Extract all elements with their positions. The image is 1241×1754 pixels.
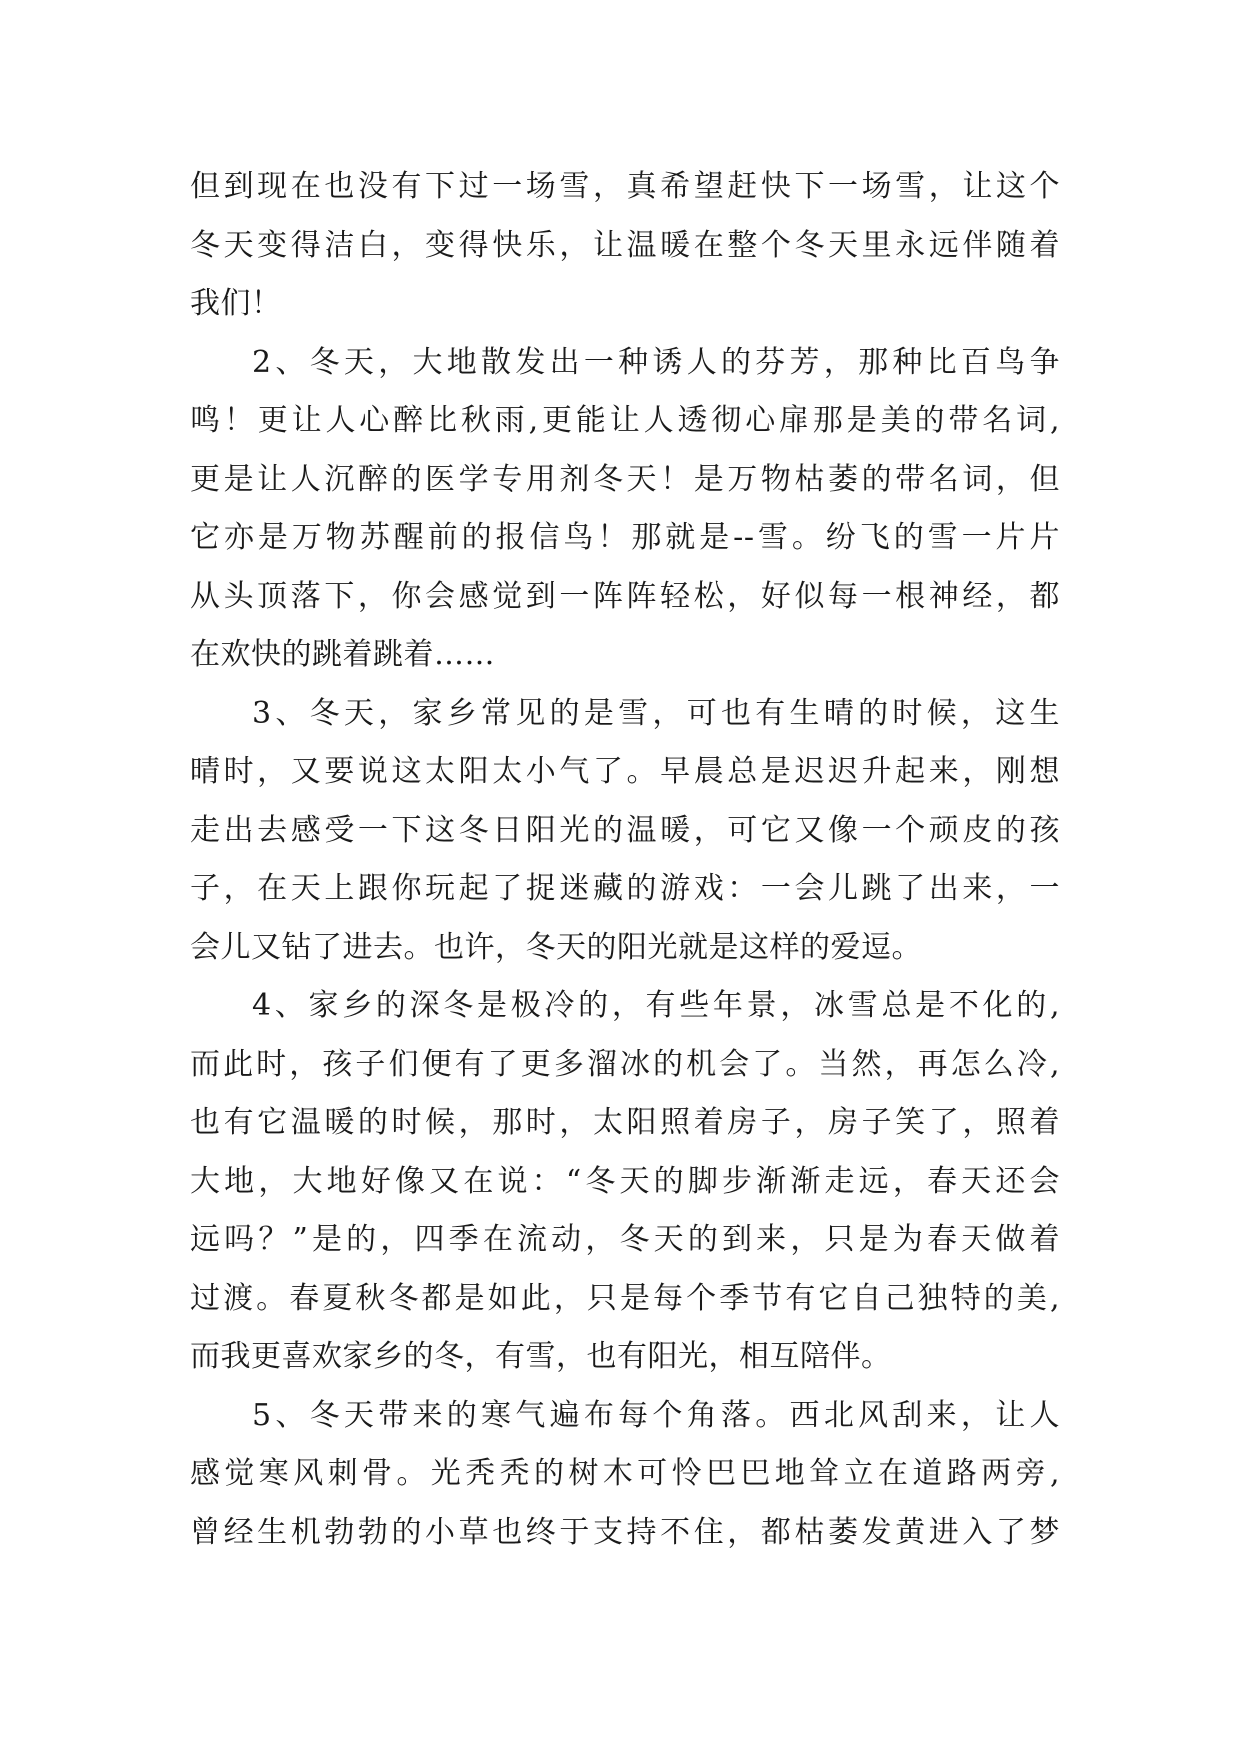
paragraph-3 (190, 685, 1060, 978)
text-line: 远吗？”是的，四季在流动，冬天的到来，只是为春天做着 (190, 1222, 1060, 1257)
text-line: 冬天变得洁白，变得快乐，让温暖在整个冬天里永远伴随着 (190, 227, 1060, 263)
text-line: 过渡。春夏秋冬都是如此，只是每个季节有它自己独特的美, (190, 1280, 1060, 1316)
text-line: 4、家乡的深冬是极冷的，有些年景，冰雪总是不化的, (252, 988, 1060, 1023)
text-line: 也有它温暖的时候，那时，太阳照着房子，房子笑了，照着 (190, 1105, 1060, 1140)
text-line: 大地，大地好像又在说：“冬天的脚步渐渐走远，春天还会 (190, 1163, 1060, 1199)
text-line: 走出去感受一下这冬日阳光的温暖，可它又像一个顽皮的孩 (190, 812, 1060, 848)
paragraph-continuation (190, 158, 1060, 334)
paragraph-5 (190, 1387, 1060, 1563)
text-line: 感觉寒风刺骨。光秃秃的树木可怜巴巴地耸立在道路两旁, (190, 1456, 1060, 1491)
text-line: 2、冬天，大地散发出一种诱人的芬芳，那种比百鸟争 (252, 344, 1060, 380)
text-line: 我们！ (190, 286, 282, 321)
text-line: 子，在天上跟你玩起了捉迷藏的游戏：一会儿跳了出来，一 (190, 871, 1060, 906)
text-line: 更是让人沉醉的医学专用剂冬天！是万物枯萎的带名词，但 (190, 461, 1060, 497)
text-line: 5、冬天带来的寒气遍布每个角落。西北风刮来，让人 (252, 1397, 1060, 1433)
text-line: 而我更喜欢家乡的冬，有雪，也有阳光，相互陪伴。 (190, 1339, 892, 1374)
text-line: 会儿又钻了进去。也许，冬天的阳光就是这样的爱逗。 (190, 929, 922, 965)
document-body (190, 158, 1060, 1562)
paragraph-4 (190, 977, 1060, 1387)
text-line: 但到现在也没有下过一场雪，真希望赶快下一场雪，让这个 (190, 169, 1060, 204)
text-line: 在欢快的跳着跳着…… (190, 637, 495, 672)
text-line: 鸣！更让人心醉比秋雨,更能让人透彻心扉那是美的带名词, (190, 403, 1060, 438)
text-line: 晴时，又要说这太阳太小气了。早晨总是迟迟升起来，刚想 (190, 754, 1060, 789)
text-line: 它亦是万物苏醒前的报信鸟！那就是--雪。纷飞的雪一片片 (190, 520, 1060, 555)
text-line: 从头顶落下，你会感觉到一阵阵轻松，好似每一根神经，都 (190, 578, 1060, 614)
paragraph-2 (190, 334, 1060, 685)
text-line: 而此时，孩子们便有了更多溜冰的机会了。当然，再怎么冷, (190, 1046, 1060, 1082)
text-line: 曾经生机勃勃的小草也终于支持不住，都枯萎发黄进入了梦 (190, 1514, 1060, 1550)
text-line: 3、冬天，家乡常见的是雪，可也有生晴的时候，这生 (252, 695, 1060, 731)
